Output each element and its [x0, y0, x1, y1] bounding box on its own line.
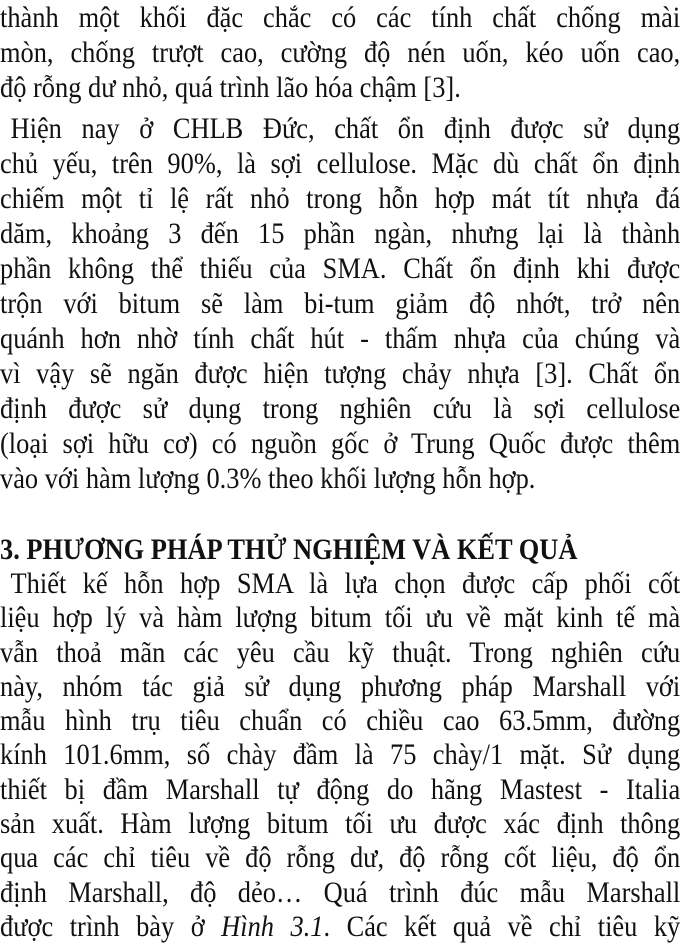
text-line: dăm, khoảng 3 đến 15 phần ngàn, nhưng lại là thành — [0, 217, 680, 250]
text-line: độ rỗng dư nhỏ, quá trình lão hóa chậm [3]. — [0, 71, 461, 104]
text-line: liệu hợp lý và hàm lượng bitum tối ưu về mặt kinh tế mà — [0, 601, 680, 635]
text-line: qua các chỉ tiêu về độ rỗng dư, độ rỗng cốt liệu, độ ổn — [0, 841, 680, 875]
paragraph-3 — [0, 567, 680, 944]
paragraph-2 — [0, 111, 680, 496]
text-line: vào với hàm lượng 0.3% theo khối lượng hỗn hợp. — [0, 462, 536, 495]
text-line: mòn, chống trượt cao, cường độ nén uốn, kéo uốn cao, — [0, 36, 680, 69]
text-line: thành một khối đặc chắc có các tính chất chống mài — [0, 1, 680, 34]
text-line: sản xuất. Hàm lượng bitum tối ưu được xác định thông — [0, 807, 680, 841]
paragraph-1 — [0, 0, 680, 105]
figure-reference: Hình 3.1 — [221, 909, 324, 943]
text-line: Thiết kế hỗn hợp SMA là lựa chọn được cấp phối cốt — [10, 567, 680, 600]
text-line: định được sử dụng trong nghiên cứu là sợi cellulose — [0, 392, 680, 425]
text-line: mẫu hình trụ tiêu chuẩn có chiều cao 63.5mm, đường — [0, 704, 680, 738]
text-line: chủ yếu, trên 90%, là sợi cellulose. Mặc dù chất ổn định — [0, 147, 680, 180]
text-line: thiết bị đầm Marshall tự động do hãng Mastest - Italia — [0, 772, 680, 806]
text-line: phần không thể thiếu của SMA. Chất ổn định khi được — [0, 252, 680, 285]
text-line: này, nhóm tác giả sử dụng phương pháp Marshall với — [0, 669, 680, 703]
text-segment: được trình bày ở — [0, 909, 222, 943]
text-line: quánh hơn nhờ tính chất hút - thấm nhựa của chúng và — [0, 322, 680, 355]
text-line: chiếm một tỉ lệ rất nhỏ trong hỗn hợp mát tít nhựa đá — [0, 182, 680, 215]
text-line: vì vậy sẽ ngăn được hiện tượng chảy nhựa [3]. Chất ổn — [0, 357, 680, 390]
text-line: (loại sợi hữu cơ) có nguồn gốc ở Trung Quốc được thêm — [0, 427, 680, 460]
text-segment: . Các kết quả về chỉ tiêu kỹ — [323, 909, 680, 943]
text-line: định Marshall, độ dẻo… Quá trình đúc mẫu Marshall — [0, 875, 680, 909]
section-heading: 3. PHƯƠNG PHÁP THỬ NGHIỆM VÀ KẾT QUẢ — [0, 533, 578, 566]
text-line: vẫn thoả mãn các yêu cầu kỹ thuật. Trong nghiên cứu — [0, 635, 680, 669]
text-line: kính 101.6mm, số chày đầm là 75 chày/1 mặt. Sử dụng — [0, 738, 680, 772]
text-line — [0, 910, 680, 944]
text-line: Hiện nay ở CHLB Đức, chất ổn định được sử dụng — [10, 112, 680, 145]
text-line: trộn với bitum sẽ làm bi-tum giảm độ nhớt, trở nên — [0, 287, 680, 320]
